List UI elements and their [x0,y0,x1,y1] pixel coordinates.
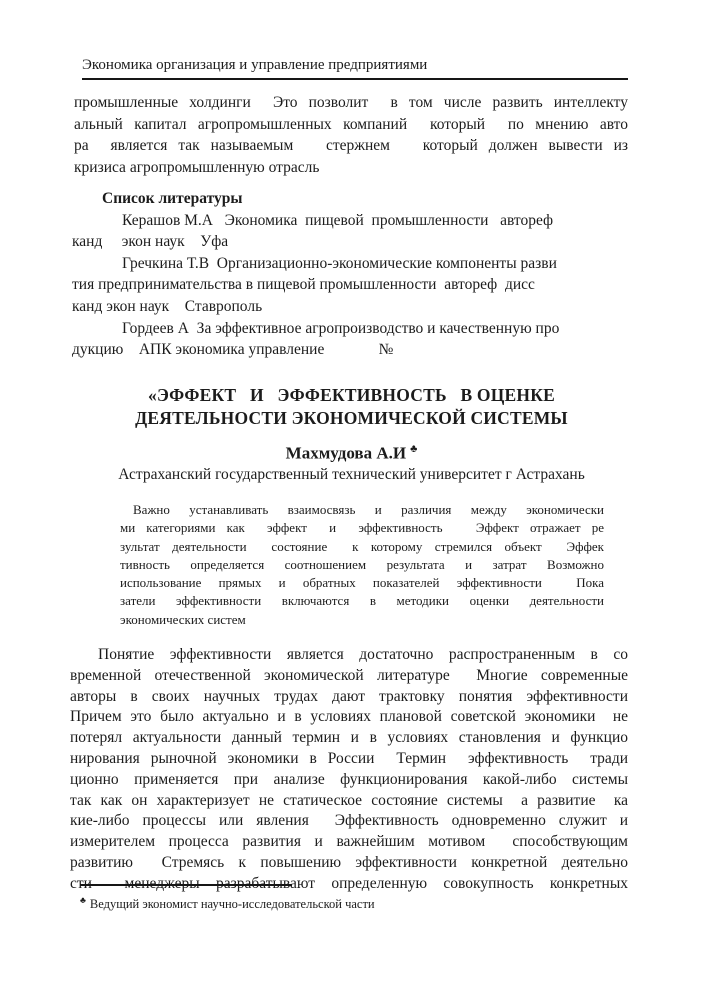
text-line: Гордеев А За эффективное агропроизводство и качественную про [122,319,560,337]
references-list [72,210,628,361]
text-line: сти менеджеры разрабатывают определенную совокупность конкретных [70,874,628,892]
references-heading: Список литературы [102,190,243,207]
text-line: нирования рыночной экономики в России Термин эффективность тради [70,749,628,767]
text-line: промышленные холдинги Это позволит в том числе развить интеллекту [74,94,628,111]
text-line: «ЭФФЕКТ И ЭФФЕКТИВНОСТЬ В ОЦЕНКЕ [148,385,555,405]
text-line: Керашов М.А Экономика пищевой промышленности автореф [122,211,554,229]
text-line: зультат деятельности состояние к которому стремился объект Эффек [120,538,604,554]
text-line: временной отечественной экономической литературе Многие современные [70,666,628,684]
footnote-separator [80,884,292,886]
text-line: Гречкина Т.В Организационно-экономические компоненты разви [122,254,557,272]
text-line: развитию Стремясь к повышению эффективности конкретной деятельно [70,853,628,871]
references-section [72,188,628,361]
text-line: использование прямых и обратных показателей эффективности Пока [120,575,604,591]
text-line: ра является так называемым стержнем который должен вывести из [74,137,628,155]
text-line: канд экон наук Уфа [72,233,229,251]
intro-paragraph [74,92,628,178]
text-line: Причем это было актуально и в условиях плановой советской экономики не [70,708,628,726]
text-line: дукцию АПК экономика управление № [72,341,394,359]
text-line: кризиса агропромышленную отрасль [74,158,320,176]
article-title [75,384,628,429]
author-name: Махмудова А.И [285,443,407,463]
text-line: затели эффективности включаются в методики оценки деятельности [120,593,604,609]
body-paragraph [70,645,628,895]
text-line: тивность определяется соотношением результата и затрат Возможно [120,556,604,572]
footnote-text: Ведущий экономист научно-исследовательской части [89,897,375,912]
text-line: авторы в своих научных трудах дают трактовку понятия эффективности [70,687,628,705]
footnote-mark: ♣ [80,895,86,905]
author-footnote-mark: ♣ [410,443,418,455]
text-line: кие-либо процессы или явления Эффективность одновременно служит и [70,812,628,830]
text-line: ционно применяется при анализе функционирования какой-либо системы [70,770,628,788]
text-line: альный капитал агропромышленных компаний который по мнению авто [74,115,628,133]
text-line: так как он характеризует не статическое состояние системы а развитие ка [70,791,628,809]
text-line: тия предпринимательства в пищевой промышленности автореф дисс [72,276,535,294]
text-line: потерял актуальности данный термин и в условиях становления и функцио [70,729,628,747]
text-line: канд экон наук Ставрополь [72,297,263,315]
abstract-paragraph [120,501,604,629]
text-line: ДЕЯТЕЛЬНОСТИ ЭКОНОМИЧЕСКОЙ СИСТЕМЫ [135,407,568,428]
affiliation: Астраханский государственный технический университет г Астрахань [118,466,585,483]
text-line: Понятие эффективности является достаточно распространенным в со [98,646,628,663]
author-line [75,443,628,464]
footnote [80,892,620,913]
text-line: Важно устанавливать взаимосвязь и различия между экономически [133,502,604,517]
running-head: Экономика организация и управление предприятиями [82,56,628,80]
text-line: ми категориями как эффект и эффективность Эффект отражает ре [120,520,604,536]
text-line: измерителем процесса развития и важнейшим мотивом способствующим [70,833,628,851]
text-line: экономических систем [120,611,246,627]
